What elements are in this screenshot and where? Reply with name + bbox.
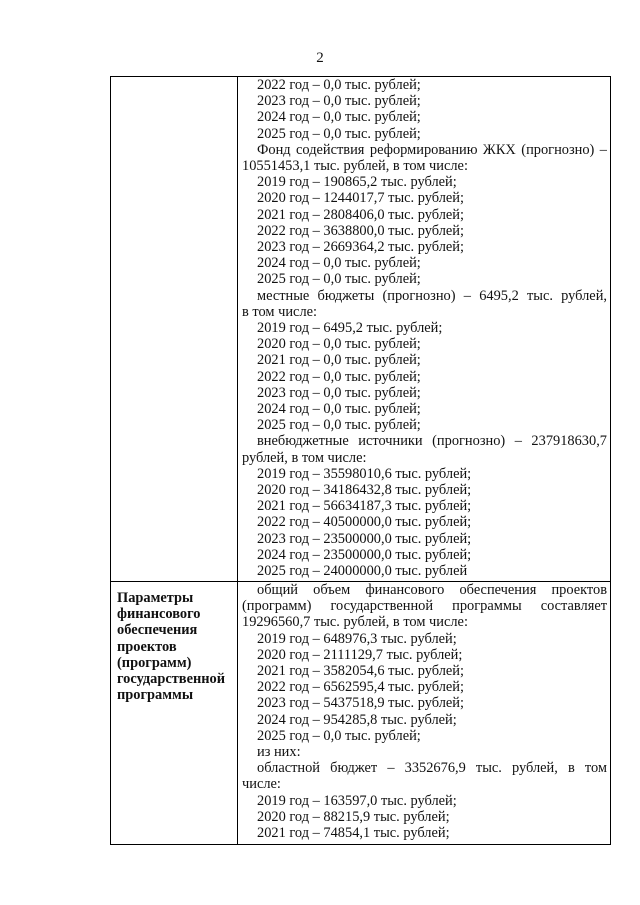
text-line: 2020 год – 2111129,7 тыс. рублей; (257, 646, 463, 663)
text-line: 2021 год – 56634187,3 тыс. рублей; (257, 498, 472, 515)
row-label-line: (программ) (117, 654, 192, 671)
text-line: 2019 год – 163597,0 тыс. рублей; (257, 792, 457, 809)
text-line: 19296560,7 тыс. рублей, в том числе: (242, 614, 468, 631)
row-label-line: обеспечения (117, 622, 198, 639)
text-line: 2024 год – 0,0 тыс. рублей; (257, 109, 421, 126)
row-content-cell (238, 77, 611, 582)
text-line: (программ) государственной программы составляет (242, 598, 607, 615)
text-line: 2025 год – 0,0 тыс. рублей; (257, 271, 421, 288)
text-line: 2021 год – 74854,1 тыс. рублей; (257, 825, 450, 841)
row-label-line: Параметры (117, 590, 194, 606)
text-line: областной бюджет – 3352676,9 тыс. рублей, в том (257, 760, 607, 777)
row-label-cell (111, 582, 238, 845)
text-line: 2021 год – 2808406,0 тыс. рублей; (257, 206, 464, 223)
text-line: 2020 год – 1244017,7 тыс. рублей; (257, 190, 464, 207)
row-label-line: финансового (117, 606, 201, 623)
text-line: 2020 год – 0,0 тыс. рублей; (257, 336, 421, 353)
program-passport-table (110, 76, 611, 845)
text-line: 2023 год – 0,0 тыс. рублей; (257, 93, 421, 110)
text-line: 2025 год – 0,0 тыс. рублей; (257, 417, 421, 434)
text-line: числе: (242, 776, 281, 793)
text-line: в том числе: (242, 303, 318, 320)
table-row (111, 77, 611, 582)
row-content-cell (238, 582, 611, 845)
row-label-line: программы (117, 687, 194, 704)
text-line: 2023 год – 5437518,9 тыс. рублей; (257, 695, 464, 712)
text-line: 2024 год – 0,0 тыс. рублей; (257, 401, 421, 418)
text-line: местные бюджеты (прогнозно) – 6495,2 тыс. рублей, (257, 287, 607, 304)
text-line: 2020 год – 34186432,8 тыс. рублей; (257, 482, 472, 499)
text-line: общий объем финансового обеспечения проектов (257, 582, 607, 598)
text-line: 2021 год – 0,0 тыс. рублей; (257, 352, 421, 369)
text-line: 2022 год – 0,0 тыс. рублей; (257, 77, 421, 93)
text-line: Фонд содействия реформированию ЖКХ (прогнозно) – (257, 141, 607, 158)
text-line: 2020 год – 88215,9 тыс. рублей; (257, 808, 450, 825)
row-label-line: государственной (117, 671, 226, 688)
text-line: внебюджетные источники (прогнозно) – 237918630,7 (257, 433, 607, 450)
page-number: 2 (316, 50, 324, 66)
text-line: 2025 год – 24000000,0 тыс. рублей (257, 563, 468, 580)
text-line: 2022 год – 40500000,0 тыс. рублей; (257, 514, 472, 531)
text-line: 2021 год – 3582054,6 тыс. рублей; (257, 662, 464, 679)
text-line: 2019 год – 35598010,6 тыс. рублей; (257, 465, 472, 482)
text-line: 2025 год – 0,0 тыс. рублей; (257, 125, 421, 142)
text-line: 2024 год – 954285,8 тыс. рублей; (257, 711, 457, 728)
text-line: 2019 год – 648976,3 тыс. рублей; (257, 630, 457, 647)
text-line: 2025 год – 0,0 тыс. рублей; (257, 727, 421, 744)
text-line: рублей, в том числе: (242, 449, 367, 466)
text-line: 2023 год – 0,0 тыс. рублей; (257, 384, 421, 401)
text-line: 2022 год – 0,0 тыс. рублей; (257, 368, 421, 385)
text-line: 2022 год – 3638800,0 тыс. рублей; (257, 222, 464, 239)
text-line: 2019 год – 6495,2 тыс. рублей; (257, 320, 443, 337)
text-line: из них: (257, 744, 301, 760)
text-line: 2019 год – 190865,2 тыс. рублей; (257, 174, 457, 191)
row-label-line: проектов (117, 638, 177, 655)
text-line: 2024 год – 23500000,0 тыс. рублей; (257, 546, 472, 563)
text-line: 10551453,1 тыс. рублей, в том числе: (242, 158, 468, 174)
text-line: 2022 год – 6562595,4 тыс. рублей; (257, 679, 464, 696)
text-line: 2024 год – 0,0 тыс. рублей; (257, 255, 421, 272)
text-line: 2023 год – 2669364,2 тыс. рублей; (257, 239, 464, 256)
text-line: 2023 год – 23500000,0 тыс. рублей; (257, 530, 472, 547)
table-row (111, 582, 611, 845)
row-label-cell (111, 77, 238, 582)
